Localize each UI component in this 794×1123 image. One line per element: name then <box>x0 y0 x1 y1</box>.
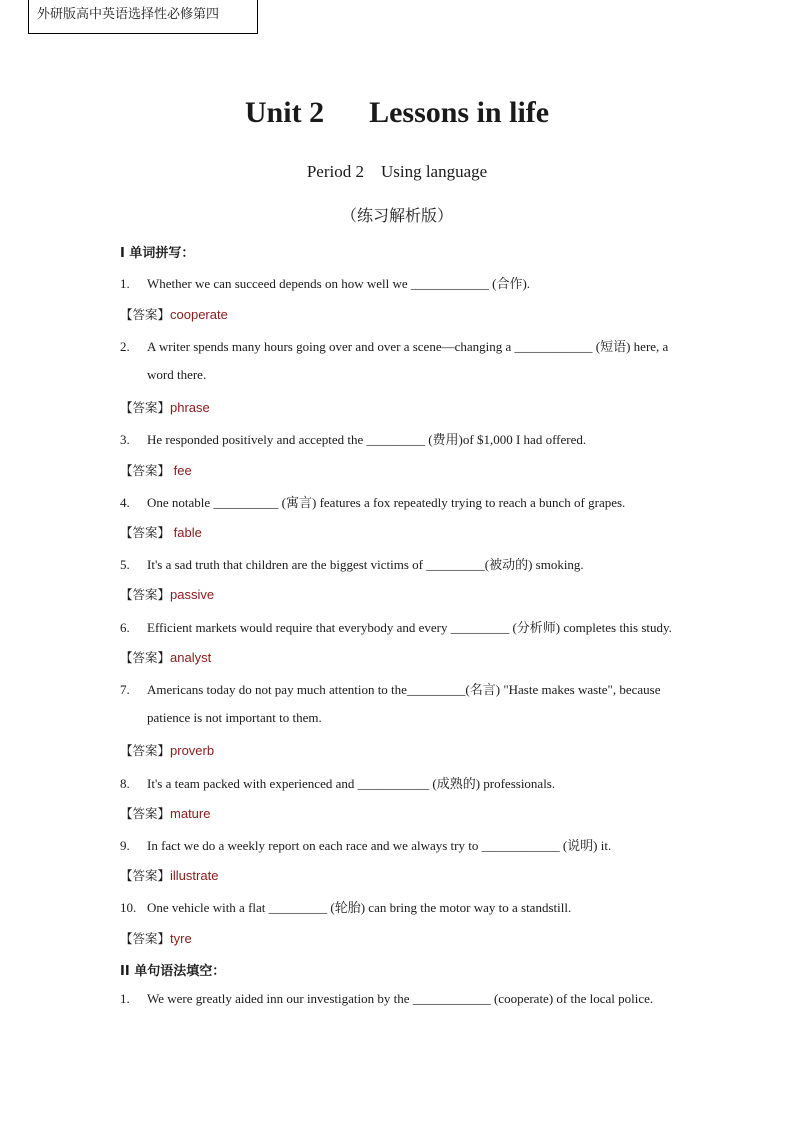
answer-value: tyre <box>170 931 192 946</box>
answer-line <box>120 305 228 323</box>
answer-value: passive <box>170 587 215 602</box>
answer-value: cooperate <box>170 307 228 322</box>
question-number: 5. <box>120 557 130 572</box>
answer-value: analyst <box>170 650 212 665</box>
answer-line <box>120 398 210 416</box>
question-item <box>120 554 724 573</box>
question-text: One vehicle with a flat _________ (轮胎) can bring the motor way to a standstill. <box>147 900 572 915</box>
question-text: Efficient markets would require that everybody and every _________ (分析师) completes this study. <box>147 620 672 635</box>
question-text: It's a team packed with experienced and ___________ (成熟的) professionals. <box>147 776 556 791</box>
answer-line <box>120 804 210 822</box>
answer-line <box>120 866 218 884</box>
question-text-continued: patience is not important to them. <box>147 710 322 725</box>
question-text: One notable __________ (寓言) features a fox repeatedly trying to reach a bunch of grapes. <box>147 495 626 510</box>
unit-title: Unit 2 Lessons in life <box>244 96 550 129</box>
question-text-continued: word there. <box>147 367 207 382</box>
answer-tag: 【答案】 <box>120 743 171 758</box>
question-text: It's a sad truth that children are the biggest victims of _________(被动的) smoking. <box>147 557 584 572</box>
section-title-spelling: I 单词拼写： <box>120 246 195 261</box>
answer-line <box>120 929 192 947</box>
period-subtitle: Period 2 Using language <box>306 162 488 181</box>
answer-tag: 【答案】 <box>120 587 171 602</box>
question-item <box>120 492 724 511</box>
answer-line <box>120 648 211 666</box>
answer-tag: 【答案】 <box>120 463 171 478</box>
answer-value: fable <box>170 525 202 540</box>
question-number: 6. <box>120 620 130 635</box>
answer-value: illustrate <box>170 868 219 883</box>
answer-tag: 【答案】 <box>120 307 171 322</box>
answer-tag: 【答案】 <box>120 650 171 665</box>
question-item <box>120 336 724 355</box>
question-number: 4. <box>120 495 130 510</box>
question-text: Americans today do not pay much attention to the_________(名言) "Haste makes waste", because <box>147 682 661 697</box>
answer-line <box>120 461 192 479</box>
answer-value: mature <box>170 806 211 821</box>
question-number: 8. <box>120 776 130 791</box>
question-text: Whether we can succeed depends on how well we ____________ (合作). <box>147 276 531 291</box>
answer-line <box>120 741 214 759</box>
answer-value: phrase <box>170 400 210 415</box>
question-item <box>120 897 724 916</box>
answer-line <box>120 585 214 603</box>
answer-tag: 【答案】 <box>120 525 171 540</box>
question-number: 7. <box>120 682 130 697</box>
question-item <box>120 617 724 636</box>
question-text: A writer spends many hours going over and over a scene—changing a ____________ (短语) here, a <box>147 339 669 354</box>
question-item <box>120 429 724 448</box>
question-text: He responded positively and accepted the _________ (费用)of $1,000 I had offered. <box>147 432 587 447</box>
answer-line <box>120 523 202 541</box>
section-title-grammar: II 单句语法填空： <box>120 964 226 979</box>
document-header-label: 外研版高中英语选择性必修第四 <box>28 0 258 34</box>
answer-tag: 【答案】 <box>120 400 171 415</box>
question-number: 10. <box>120 900 137 915</box>
answer-tag: 【答案】 <box>120 931 171 946</box>
question-item <box>120 273 724 292</box>
edition-label: （练习解析版） <box>340 206 453 225</box>
answer-value: proverb <box>170 743 215 758</box>
answer-tag: 【答案】 <box>120 806 171 821</box>
question-text: We were greatly aided inn our investigation by the ____________ (cooperate) of the local police. <box>147 991 654 1006</box>
question-text: In fact we do a weekly report on each race and we always try to ____________ (说明) it. <box>147 838 612 853</box>
question-number: 1. <box>120 991 130 1006</box>
question-number: 9. <box>120 838 130 853</box>
question-number: 1. <box>120 276 130 291</box>
question-item <box>120 991 724 1007</box>
answer-value: fee <box>170 463 192 478</box>
question-item <box>120 835 724 854</box>
answer-tag: 【答案】 <box>120 868 171 883</box>
question-item <box>120 773 724 792</box>
question-number: 3. <box>120 432 130 447</box>
question-number: 2. <box>120 339 130 354</box>
question-item <box>120 679 724 698</box>
